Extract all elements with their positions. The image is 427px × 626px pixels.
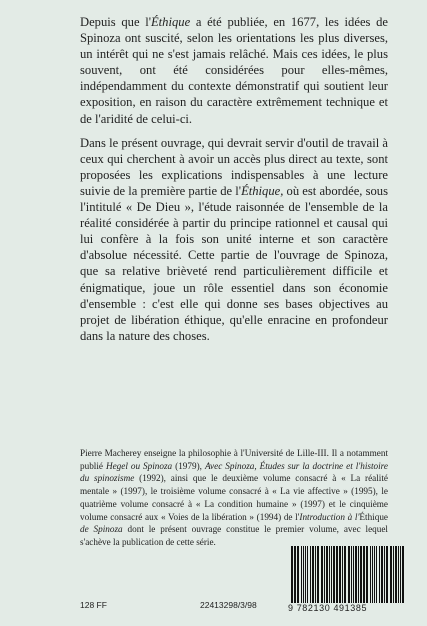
bio-paragraph: [80, 447, 388, 549]
barcode-bar: [370, 546, 371, 604]
barcode-bar: [379, 546, 380, 604]
barcode-bar: [376, 546, 377, 604]
bio-text-c: (1992), ainsi que le deuxième volume consacré à « La réalité mentale » (1997), le troisième volume consacré à « La vie affective » (1995), le quatrième volume consacré à « La condition humaine » (1997) et le cinquième volume consacré aux « Voies de la libération » (1994) de l': [80, 473, 388, 522]
paragraph-2: [80, 135, 388, 344]
p2-text-a: Dans le présent ouvrage, qui devrait servir d'outil de travail à ceux qui cherchent à avoir un accès plus direct au texte, sont proposées les explications indispensables à une lecture suivie de la première partie de l': [80, 135, 388, 198]
barcode-icon: [287, 546, 407, 604]
barcode-bar: [331, 546, 332, 604]
barcode-bar: [344, 546, 346, 604]
barcode-bar: [348, 546, 350, 604]
barcode-bar: [353, 546, 354, 604]
barcode-bar: [305, 546, 306, 604]
bio-text-a: Pierre Macherey enseigne la philosophie à l'Université de Lille-III. Il a notamment publié: [80, 448, 388, 471]
bio-title-ethique: Éthique: [359, 511, 388, 522]
barcode-bar: [374, 546, 375, 604]
barcode-bar: [351, 546, 352, 604]
barcode-bar: [324, 546, 325, 604]
barcode-bar: [395, 546, 397, 604]
isbn-digits: 9 782130 491385: [288, 603, 406, 613]
bio-title-hegel: Hegel ou Spinoza: [105, 460, 173, 471]
catalog-code: 22413298/3/98: [200, 600, 257, 610]
barcode-bar: [333, 546, 335, 604]
barcode-bar: [307, 546, 308, 604]
p1-text-a: Depuis que l': [80, 15, 151, 29]
bio-title-avec: Avec Spinoza, Études sur la doctrine et l'histoire du spinozisme: [80, 460, 388, 484]
barcode-bar: [297, 546, 299, 604]
barcode-bar: [386, 546, 388, 604]
barcode-bar: [358, 546, 359, 604]
p2-text-b: où est abordée, sous l'intitulé « De Dieu », l'étude raisonnée de l'ensemble de la réalité considérée à partir du principe rationnel et causal qui lui confère à la fois son unité interne et son caractère d'absolue nécessité. Cette partie de l'ouvrage de Spinoza, que sa relative brièveté rend particulièrement difficile et énigmatique, joue un rôle essentiel dans son économie d'ensemble : c'est elle qui donne ses bases objectives au projet de libération éthique, qu'elle enracine en profondeur dans la nature des choses.: [80, 183, 388, 343]
barcode-bar: [317, 546, 319, 604]
barcode-bar: [400, 546, 401, 604]
barcode-bar: [363, 546, 365, 604]
bio-title-de: de: [80, 524, 94, 535]
barcode-bar: [390, 546, 392, 604]
price-label: 128 FF: [80, 600, 107, 610]
barcode-bar: [303, 546, 304, 604]
barcode-bar: [366, 546, 368, 604]
barcode-bar: [329, 546, 330, 604]
p2-title-ethique: Éthique,: [241, 183, 284, 198]
barcode-bar: [381, 546, 383, 604]
barcode-bar: [312, 546, 314, 604]
barcode-bar: [301, 546, 302, 604]
barcode-bar: [402, 546, 404, 604]
barcode-bar: [321, 546, 323, 604]
barcode-bar: [384, 546, 385, 604]
barcode-bar: [342, 546, 343, 604]
description: [80, 14, 388, 352]
barcode-bar: [315, 546, 316, 604]
barcode-bar: [294, 546, 296, 604]
barcode-bar: [360, 546, 362, 604]
barcode-bar: [393, 546, 394, 604]
paragraph-1: [80, 14, 388, 127]
barcode-bar: [372, 546, 373, 604]
bio-title-spinoza: Spinoza: [93, 524, 123, 535]
barcode-bar: [355, 546, 357, 604]
barcode-bar: [398, 546, 399, 604]
bio-text-b: (1979),: [172, 460, 205, 471]
barcode-bar: [310, 546, 311, 604]
barcode-bar: [336, 546, 338, 604]
bio-text-d: dont le présent ouvrage constitue le premier volume, avec lequel s'achève la publication de cette série.: [80, 524, 388, 547]
barcode-bar: [339, 546, 341, 604]
p1-text-b: a été publiée, en 1677, les idées de Spinoza ont suscité, selon les orientations les plus diverses, un intérêt qui ne s'est jamais relâché. Mais ces idées, le plus souvent, ont été considérées pour elles-mêmes, indépendamment du contexte démonstratif qui soutient leur exposition, en raison du caractère extrêmement technique et de l'aridité de celui-ci.: [80, 15, 388, 126]
author-bio: [80, 447, 388, 549]
p1-title-ethique: Éthique: [150, 15, 191, 29]
barcode-bar: [291, 546, 293, 604]
barcode-bar: [326, 546, 328, 604]
bio-title-intro: Introduction à l': [299, 511, 360, 522]
